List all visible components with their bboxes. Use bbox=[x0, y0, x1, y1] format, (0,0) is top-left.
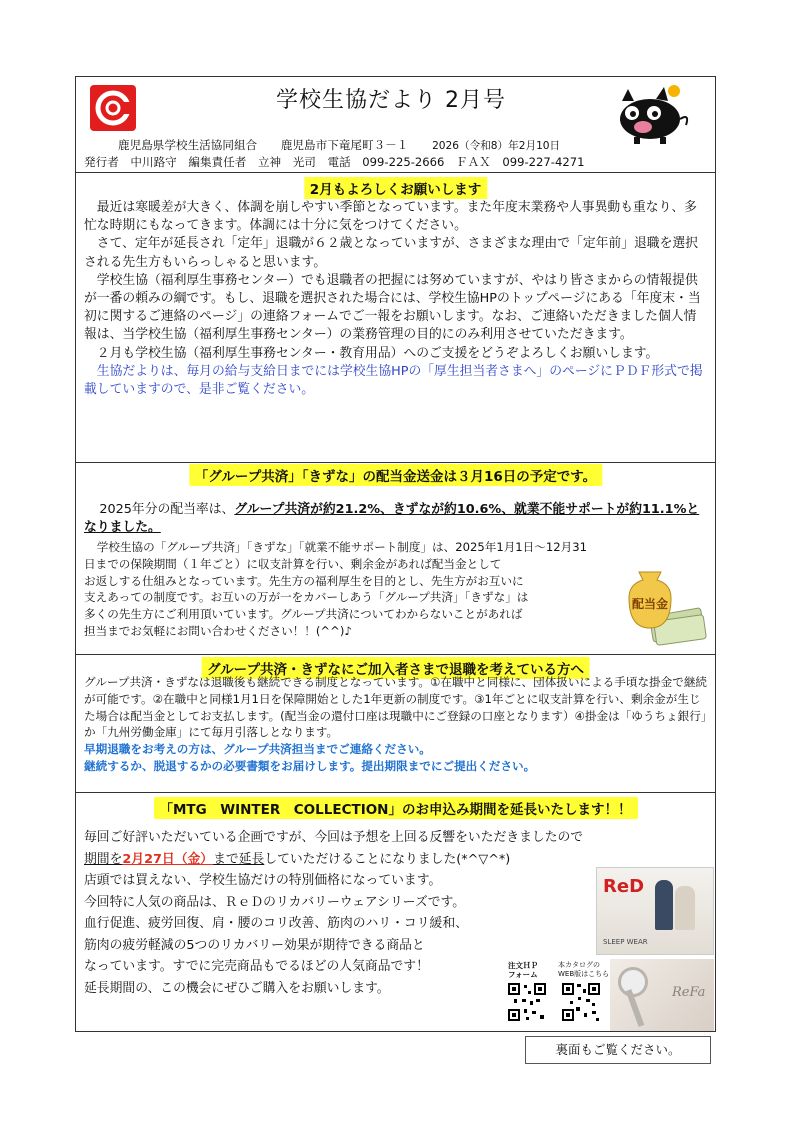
body-line: 多くの先生方にご利用頂いています。グループ共済についてわからないことがあれば bbox=[84, 607, 523, 622]
section-heading: グループ共済・きずなにご加入者さまで退職を考えている方へ bbox=[201, 657, 590, 679]
org-address: 鹿児島市下竜尾町３－１ bbox=[280, 138, 409, 152]
org-name: 鹿児島県学校生活協同組合 bbox=[118, 138, 258, 152]
section-heading: 「グループ共済」「きずな」の配当金送金は３月16日の予定です。 bbox=[189, 464, 602, 486]
qr-catalog-label: 本カタログの WEB版はこちら bbox=[558, 961, 610, 978]
section-greeting bbox=[76, 173, 715, 463]
back-page-note: 裏面もご覧ください。 bbox=[525, 1036, 711, 1064]
coop-logo bbox=[90, 85, 136, 131]
newsletter-frame bbox=[75, 76, 716, 1032]
body-line: 店頭では買えない、学校生協だけの特別価格になっています。 bbox=[84, 873, 442, 888]
extension-tail: していただけることになりました(*^▽^*) bbox=[264, 851, 511, 867]
model-figure bbox=[675, 886, 695, 930]
body-line: お返しする仕組みとなっています。先生方の福利厚生を目的とし、先生方がお互いに bbox=[84, 573, 524, 588]
page-title: 学校生協だより 2月号 bbox=[276, 88, 506, 113]
staff-line: 発行者 中川路守 編集責任者 立神 光司 電話 099-225-2666 ＦＡＸ 099-227-4271 bbox=[84, 155, 585, 169]
retirement-body: グループ共済・きずなは退職後も継続できる制度となっています。①在職中と同様に、団体扱いによる手頃な掛金で継続が可能です。②在職中と同様1月1日を保障開始とした1年更新の制度です。③1年ごとに収支計算を行い、剰余金が生じた場合は配当金としてお支払します。(配当金の還付口座は現職中にご登録の口座となります）④掛金は「ゆうちょ銀行」か「九州労働金庫」にて毎月引落しとなります。 bbox=[84, 675, 708, 740]
retirement-notice bbox=[84, 741, 707, 758]
boar-mascot-icon bbox=[606, 81, 702, 145]
section-heading: 「MTG WINTER COLLECTION」のお申込み期間を延長いたします！！ bbox=[154, 797, 638, 819]
body-line: 筋肉の疲労軽減の5つのリカバリー効果が期待できる商品と bbox=[84, 937, 425, 953]
notice-line: 早期退職をお考えの方は、グループ共済担当までご連絡ください。 bbox=[84, 742, 431, 757]
extension-word: まで延長 bbox=[213, 851, 265, 867]
body-line: 学校生協の「グループ共済」「きずな」「就業不能サポート制度」は、2025年1月1日～12月31 bbox=[96, 540, 587, 554]
body-line: 支えあっての制度です。お互いの万が一をカバーしあう「グループ共済」「きずな」は bbox=[84, 590, 529, 605]
extension-date: 2月27日（金） bbox=[122, 851, 214, 867]
body-line: 今回特に人気の商品は、ＲｅＤのリカバリーウェアシリーズです。 bbox=[84, 894, 466, 910]
body-line: 毎回ご好評いただいている企画ですが、今回は予想を上回る反響をいただきましたので bbox=[84, 830, 584, 845]
body-line: 担当までお気軽にお問い合わせください！！(^^)♪ bbox=[84, 623, 352, 638]
money-bag-icon bbox=[621, 568, 707, 648]
issue-date: 2026（令和8）年2月10日 bbox=[432, 140, 561, 152]
refa-product-image bbox=[610, 959, 714, 1031]
showerhead-icon bbox=[618, 967, 648, 997]
model-figure bbox=[655, 880, 673, 930]
section-dividend bbox=[76, 463, 715, 655]
badge-text: 配当金 bbox=[631, 597, 669, 611]
body-line: なっています。すでに完売商品もでるほどの人気商品です！ bbox=[84, 959, 429, 974]
paragraph: ２月も学校生協（福利厚生事務センター・教育用品）へのご支援をどうぞよろしくお願いします。 bbox=[96, 345, 659, 361]
header bbox=[76, 77, 715, 173]
qr-order-label: 注文ＨＰ フォーム bbox=[508, 961, 538, 979]
dividend-body bbox=[84, 539, 587, 640]
red-brand: ReD bbox=[603, 876, 645, 897]
paragraph: 学校生協（福利厚生事務センター）でも退職者の把握には努めていますが、やはり皆さまからの情報提供が一番の頼みの綱です。もし、退職を選択された場合には、学校生協HPのトップページにある「年度末・当初に関するご連絡のページ」の連絡フォームでご一報をお願いします。なお、ご連絡いただきました個人情報は、当学校生協（福利厚生事務センター）の業務管理の目的にのみ利用させていただきます。 bbox=[84, 272, 701, 343]
hp-notice: 生協だよりは、毎月の給与支給日までには学校生協HPの「厚生担当者さまへ」のページにＰＤＦ形式で掲載していますので、是非ご覧ください。 bbox=[84, 363, 703, 398]
extension-line bbox=[84, 849, 583, 871]
section-mtg bbox=[76, 793, 715, 1033]
org-line bbox=[118, 137, 560, 153]
body-line: 延長期間の、この機会にぜひご購入をお願いします。 bbox=[84, 980, 390, 996]
rate-values: グループ共済が約21.2%、きずなが約10.6%、就業不能サポートが約11.1%となりました。 bbox=[84, 502, 700, 536]
qr-code-catalog-icon[interactable] bbox=[560, 981, 602, 1023]
section-retirement bbox=[76, 655, 715, 793]
body-line: 日までの保険期間（１年ごと）に収支計算を行い、剰余金があれば配当金として bbox=[84, 556, 502, 571]
red-caption: SLEEP WEAR bbox=[603, 938, 648, 946]
paragraph: 最近は寒暖差が大きく、体調を崩しやすい季節となっています。また年度末業務や人事異動も重なり、多忙な時期にもなってきます。体調には十分に気をつけてください。 bbox=[84, 200, 697, 234]
section-heading: 2月もよろしくお願いします bbox=[304, 177, 487, 199]
refa-brand: ReFa bbox=[672, 985, 706, 1000]
red-product-image bbox=[596, 867, 714, 955]
paragraph: さて、定年が延長され「定年」退職が６２歳となっていますが、さまざまな理由で「定年前」退職を選択される先生方もいらっしゃると思います。 bbox=[84, 236, 698, 270]
retirement-documents: 継続するか、脱退するかの必要書類をお届けします。提出期限までにご提出ください。 bbox=[84, 758, 536, 773]
qr-code-order-icon[interactable] bbox=[506, 981, 548, 1023]
body-line: 血行促進、疲労回復、肩・腰のコリ改善、筋肉のハリ・コリ緩和、 bbox=[84, 916, 468, 931]
dividend-rate bbox=[84, 501, 707, 537]
rate-lead: 2025年分の配当率は、 bbox=[99, 502, 235, 517]
period-label: 期間を bbox=[84, 851, 123, 867]
